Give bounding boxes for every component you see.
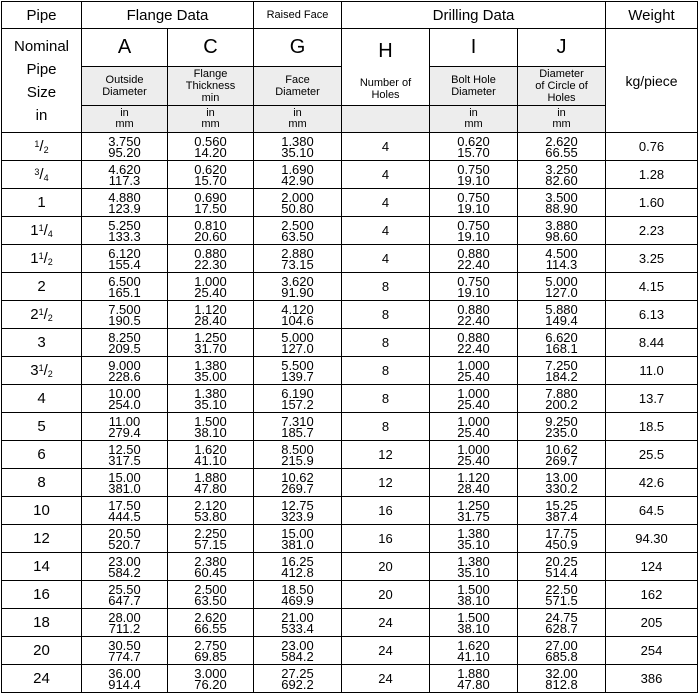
unit-label-a: in mm	[82, 106, 168, 133]
nominal-size-cell: $1^1/_2$	[2, 245, 82, 273]
table-row	[2, 189, 698, 217]
number-of-holes-cell: 8	[342, 357, 430, 385]
unit-label-g: in mm	[254, 106, 342, 133]
weight-cell: 254	[606, 637, 698, 665]
nominal-size-cell: 24	[2, 665, 82, 693]
face-diameter-cell: 16.25 412.8	[254, 553, 342, 581]
units-header-row	[2, 106, 698, 133]
face-diameter-cell: 3.620 91.90	[254, 273, 342, 301]
table-row	[2, 525, 698, 553]
outside-diameter-cell: 20.50 520.7	[82, 525, 168, 553]
circle-of-holes-cell: 7.880 200.2	[518, 385, 606, 413]
circle-of-holes-cell: 4.500 114.3	[518, 245, 606, 273]
face-diameter-cell: 18.50 469.9	[254, 581, 342, 609]
nominal-size-cell: 20	[2, 637, 82, 665]
number-of-holes-cell: 20	[342, 581, 430, 609]
table-row	[2, 217, 698, 245]
column-letter-a: A	[82, 29, 168, 67]
circle-of-holes-cell: 3.500 88.90	[518, 189, 606, 217]
bolt-hole-diameter-cell: 1.380 35.10	[430, 553, 518, 581]
weight-cell: 11.0	[606, 357, 698, 385]
table-row	[2, 329, 698, 357]
flange-thickness-cell: 2.750 69.85	[168, 637, 254, 665]
number-of-holes-cell: 20	[342, 553, 430, 581]
weight-cell: 1.28	[606, 161, 698, 189]
flange-thickness-cell: 2.500 63.50	[168, 581, 254, 609]
weight-cell: 124	[606, 553, 698, 581]
circle-of-holes-cell: 6.620 168.1	[518, 329, 606, 357]
nominal-size-cell: $^3/_4$	[2, 161, 82, 189]
table-row	[2, 273, 698, 301]
table-row	[2, 665, 698, 693]
outside-diameter-cell: 8.250 209.5	[82, 329, 168, 357]
circle-of-holes-cell: 22.50 571.5	[518, 581, 606, 609]
outside-diameter-cell: 11.00 279.4	[82, 413, 168, 441]
nominal-size-cell: 10	[2, 497, 82, 525]
circle-of-holes-cell: 32.00 812.8	[518, 665, 606, 693]
nominal-size-cell: $1^1/_4$	[2, 217, 82, 245]
nominal-size-cell: $^1/_2$	[2, 133, 82, 161]
face-diameter-cell: 27.25 692.2	[254, 665, 342, 693]
number-of-holes-cell: 8	[342, 301, 430, 329]
column-letter-c: C	[168, 29, 254, 67]
circle-of-holes-cell: 9.250 235.0	[518, 413, 606, 441]
outside-diameter-cell: 6.500 165.1	[82, 273, 168, 301]
nominal-pipe-size-header: Nominal Pipe Size in	[2, 29, 82, 133]
table-row	[2, 245, 698, 273]
flange-thickness-cell: 0.620 15.70	[168, 161, 254, 189]
fraction-slash: /	[43, 250, 48, 267]
circle-of-holes-cell: 3.250 82.60	[518, 161, 606, 189]
circle-of-holes-cell: 27.00 685.8	[518, 637, 606, 665]
flange-thickness-cell: 1.380 35.00	[168, 357, 254, 385]
weight-cell: 4.15	[606, 273, 698, 301]
table-row	[2, 385, 698, 413]
nominal-size-cell: 4	[2, 385, 82, 413]
weight-cell: 13.7	[606, 385, 698, 413]
nominal-size-cell: 16	[2, 581, 82, 609]
letter-header-row	[2, 29, 698, 67]
flange-thickness-cell: 0.560 14.20	[168, 133, 254, 161]
nominal-size-cell: 5	[2, 413, 82, 441]
drilling-data-header: Drilling Data	[342, 2, 606, 29]
table-row	[2, 581, 698, 609]
number-of-holes-cell: 4	[342, 245, 430, 273]
flange-thickness-cell: 1.620 41.10	[168, 441, 254, 469]
column-letter-h: H	[378, 39, 393, 62]
face-diameter-cell: 23.00 584.2	[254, 637, 342, 665]
face-diameter-label: Face Diameter	[254, 67, 342, 106]
flange-thickness-cell: 1.880 47.80	[168, 469, 254, 497]
outside-diameter-cell: 23.00 584.2	[82, 553, 168, 581]
bolt-hole-diameter-cell: 1.000 25.40	[430, 357, 518, 385]
bolt-hole-diameter-cell: 1.500 38.10	[430, 609, 518, 637]
face-diameter-cell: 10.62 269.7	[254, 469, 342, 497]
table-row	[2, 357, 698, 385]
outside-diameter-label: Outside Diameter	[82, 67, 168, 106]
circle-of-holes-diameter-label: Diameter of Circle of Holes	[518, 67, 606, 106]
outside-diameter-cell: 30.50 774.7	[82, 637, 168, 665]
face-diameter-cell: 2.000 50.80	[254, 189, 342, 217]
number-of-holes-cell: 12	[342, 469, 430, 497]
outside-diameter-cell: 3.750 95.20	[82, 133, 168, 161]
outside-diameter-cell: 5.250 133.3	[82, 217, 168, 245]
flange-thickness-cell: 2.380 60.45	[168, 553, 254, 581]
face-diameter-cell: 5.500 139.7	[254, 357, 342, 385]
bolt-hole-diameter-cell: 0.750 19.10	[430, 273, 518, 301]
fraction-slash: /	[43, 362, 48, 379]
table-row	[2, 553, 698, 581]
fraction-slash: /	[39, 138, 44, 155]
face-diameter-cell: 5.000 127.0	[254, 329, 342, 357]
circle-of-holes-cell: 5.000 127.0	[518, 273, 606, 301]
flange-thickness-cell: 1.250 31.70	[168, 329, 254, 357]
unit-label-j: in mm	[518, 106, 606, 133]
outside-diameter-cell: 7.500 190.5	[82, 301, 168, 329]
nominal-size-cell: 6	[2, 441, 82, 469]
flange-thickness-cell: 2.250 57.15	[168, 525, 254, 553]
bolt-hole-diameter-cell: 1.880 47.80	[430, 665, 518, 693]
nominal-size-cell: 12	[2, 525, 82, 553]
flange-thickness-cell: 2.120 53.80	[168, 497, 254, 525]
number-of-holes-cell: 4	[342, 217, 430, 245]
weight-cell: 25.5	[606, 441, 698, 469]
number-of-holes-cell: 8	[342, 273, 430, 301]
flange-thickness-cell: 0.690 17.50	[168, 189, 254, 217]
flange-thickness-cell: 3.000 76.20	[168, 665, 254, 693]
face-diameter-cell: 7.310 185.7	[254, 413, 342, 441]
bolt-hole-diameter-cell: 0.620 15.70	[430, 133, 518, 161]
face-diameter-cell: 6.190 157.2	[254, 385, 342, 413]
column-letter-i: I	[430, 29, 518, 67]
circle-of-holes-cell: 15.25 387.4	[518, 497, 606, 525]
outside-diameter-cell: 25.50 647.7	[82, 581, 168, 609]
number-of-holes-cell: 8	[342, 413, 430, 441]
unit-label-c: in mm	[168, 106, 254, 133]
flange-thickness-cell: 1.120 28.40	[168, 301, 254, 329]
outside-diameter-cell: 10.00 254.0	[82, 385, 168, 413]
number-of-holes-cell: 12	[342, 441, 430, 469]
weight-cell: 1.60	[606, 189, 698, 217]
number-of-holes-cell: 24	[342, 637, 430, 665]
weight-cell: 64.5	[606, 497, 698, 525]
column-letter-j: J	[518, 29, 606, 67]
flange-thickness-cell: 1.380 35.10	[168, 385, 254, 413]
outside-diameter-cell: 36.00 914.4	[82, 665, 168, 693]
number-of-holes-cell: 16	[342, 525, 430, 553]
flange-thickness-cell: 1.500 38.10	[168, 413, 254, 441]
weight-unit-header: kg/piece	[606, 29, 698, 133]
bolt-hole-diameter-cell: 0.880 22.40	[430, 245, 518, 273]
number-of-holes-cell: 16	[342, 497, 430, 525]
weight-cell: 2.23	[606, 217, 698, 245]
nominal-size-cell: 18	[2, 609, 82, 637]
table-row	[2, 497, 698, 525]
fraction-slash: /	[43, 306, 48, 323]
weight-cell: 6.13	[606, 301, 698, 329]
outside-diameter-cell: 15.00 381.0	[82, 469, 168, 497]
weight-cell: 8.44	[606, 329, 698, 357]
weight-cell: 162	[606, 581, 698, 609]
weight-cell: 3.25	[606, 245, 698, 273]
table-row	[2, 413, 698, 441]
face-diameter-cell: 21.00 533.4	[254, 609, 342, 637]
bolt-hole-diameter-label: Bolt Hole Diameter	[430, 67, 518, 106]
unit-label-h	[342, 106, 430, 133]
table-row	[2, 469, 698, 497]
bolt-hole-diameter-cell: 1.000 25.40	[430, 441, 518, 469]
flange-thickness-cell: 2.620 66.55	[168, 609, 254, 637]
fraction-slash: /	[39, 166, 44, 183]
face-diameter-cell: 4.120 104.6	[254, 301, 342, 329]
fraction-slash: /	[43, 222, 48, 239]
unit-label-i: in mm	[430, 106, 518, 133]
weight-cell: 94.30	[606, 525, 698, 553]
weight-cell: 18.5	[606, 413, 698, 441]
bolt-hole-diameter-cell: 0.880 22.40	[430, 329, 518, 357]
bolt-hole-diameter-cell: 0.880 22.40	[430, 301, 518, 329]
table-row	[2, 609, 698, 637]
circle-of-holes-cell: 24.75 628.7	[518, 609, 606, 637]
nominal-size-cell: $2^1/_2$	[2, 301, 82, 329]
number-of-holes-cell: 8	[342, 385, 430, 413]
face-diameter-cell: 2.880 73.15	[254, 245, 342, 273]
nominal-size-cell: 8	[2, 469, 82, 497]
number-of-holes-cell: 24	[342, 609, 430, 637]
number-of-holes-label: Number of Holes	[359, 76, 412, 101]
circle-of-holes-cell: 5.880 149.4	[518, 301, 606, 329]
bolt-hole-diameter-cell: 1.120 28.40	[430, 469, 518, 497]
outside-diameter-cell: 12.50 317.5	[82, 441, 168, 469]
bolt-hole-diameter-cell: 0.750 19.10	[430, 189, 518, 217]
face-diameter-cell: 8.500 215.9	[254, 441, 342, 469]
circle-of-holes-cell: 20.25 514.4	[518, 553, 606, 581]
flange-thickness-cell: 0.880 22.30	[168, 245, 254, 273]
table-row	[2, 133, 698, 161]
weight-cell: 0.76	[606, 133, 698, 161]
group-header-row	[2, 2, 698, 29]
face-diameter-cell: 1.380 35.10	[254, 133, 342, 161]
table-row	[2, 301, 698, 329]
bolt-hole-diameter-cell: 1.620 41.10	[430, 637, 518, 665]
face-diameter-cell: 15.00 381.0	[254, 525, 342, 553]
nominal-size-cell: $3^1/_2$	[2, 357, 82, 385]
flange-thickness-label: Flange Thickness min	[168, 67, 254, 106]
bolt-hole-diameter-cell: 1.380 35.10	[430, 525, 518, 553]
outside-diameter-cell: 9.000 228.6	[82, 357, 168, 385]
outside-diameter-cell: 17.50 444.5	[82, 497, 168, 525]
circle-of-holes-cell: 10.62 269.7	[518, 441, 606, 469]
outside-diameter-cell: 4.880 123.9	[82, 189, 168, 217]
number-of-holes-cell: 4	[342, 161, 430, 189]
face-diameter-cell: 2.500 63.50	[254, 217, 342, 245]
bolt-hole-diameter-cell: 1.000 25.40	[430, 385, 518, 413]
circle-of-holes-cell: 17.75 450.9	[518, 525, 606, 553]
nominal-size-cell: 2	[2, 273, 82, 301]
outside-diameter-cell: 4.620 117.3	[82, 161, 168, 189]
pipe-header: Pipe	[2, 2, 82, 29]
weight-cell: 42.6	[606, 469, 698, 497]
bolt-hole-diameter-cell: 1.000 25.40	[430, 413, 518, 441]
weight-cell: 205	[606, 609, 698, 637]
table-body	[2, 133, 698, 693]
nominal-size-cell: 3	[2, 329, 82, 357]
raised-face-header: Raised Face	[254, 2, 342, 29]
outside-diameter-cell: 6.120 155.4	[82, 245, 168, 273]
flange-data-table	[1, 1, 698, 693]
number-of-holes-cell: 4	[342, 133, 430, 161]
circle-of-holes-cell: 7.250 184.2	[518, 357, 606, 385]
flange-thickness-cell: 1.000 25.40	[168, 273, 254, 301]
nominal-size-cell: 1	[2, 189, 82, 217]
table-row	[2, 441, 698, 469]
circle-of-holes-cell: 13.00 330.2	[518, 469, 606, 497]
number-of-holes-cell: 8	[342, 329, 430, 357]
outside-diameter-cell: 28.00 711.2	[82, 609, 168, 637]
face-diameter-cell: 1.690 42.90	[254, 161, 342, 189]
circle-of-holes-cell: 2.620 66.55	[518, 133, 606, 161]
number-of-holes-cell: 4	[342, 189, 430, 217]
table-row	[2, 637, 698, 665]
number-of-holes-cell: 24	[342, 665, 430, 693]
column-h-header	[342, 29, 430, 106]
nominal-size-cell: 14	[2, 553, 82, 581]
circle-of-holes-cell: 3.880 98.60	[518, 217, 606, 245]
face-diameter-cell: 12.75 323.9	[254, 497, 342, 525]
flange-data-header: Flange Data	[82, 2, 254, 29]
flange-thickness-cell: 0.810 20.60	[168, 217, 254, 245]
bolt-hole-diameter-cell: 0.750 19.10	[430, 161, 518, 189]
bolt-hole-diameter-cell: 1.500 38.10	[430, 581, 518, 609]
table-row	[2, 161, 698, 189]
column-letter-g: G	[254, 29, 342, 67]
bolt-hole-diameter-cell: 1.250 31.75	[430, 497, 518, 525]
weight-header: Weight	[606, 2, 698, 29]
weight-cell: 386	[606, 665, 698, 693]
bolt-hole-diameter-cell: 0.750 19.10	[430, 217, 518, 245]
